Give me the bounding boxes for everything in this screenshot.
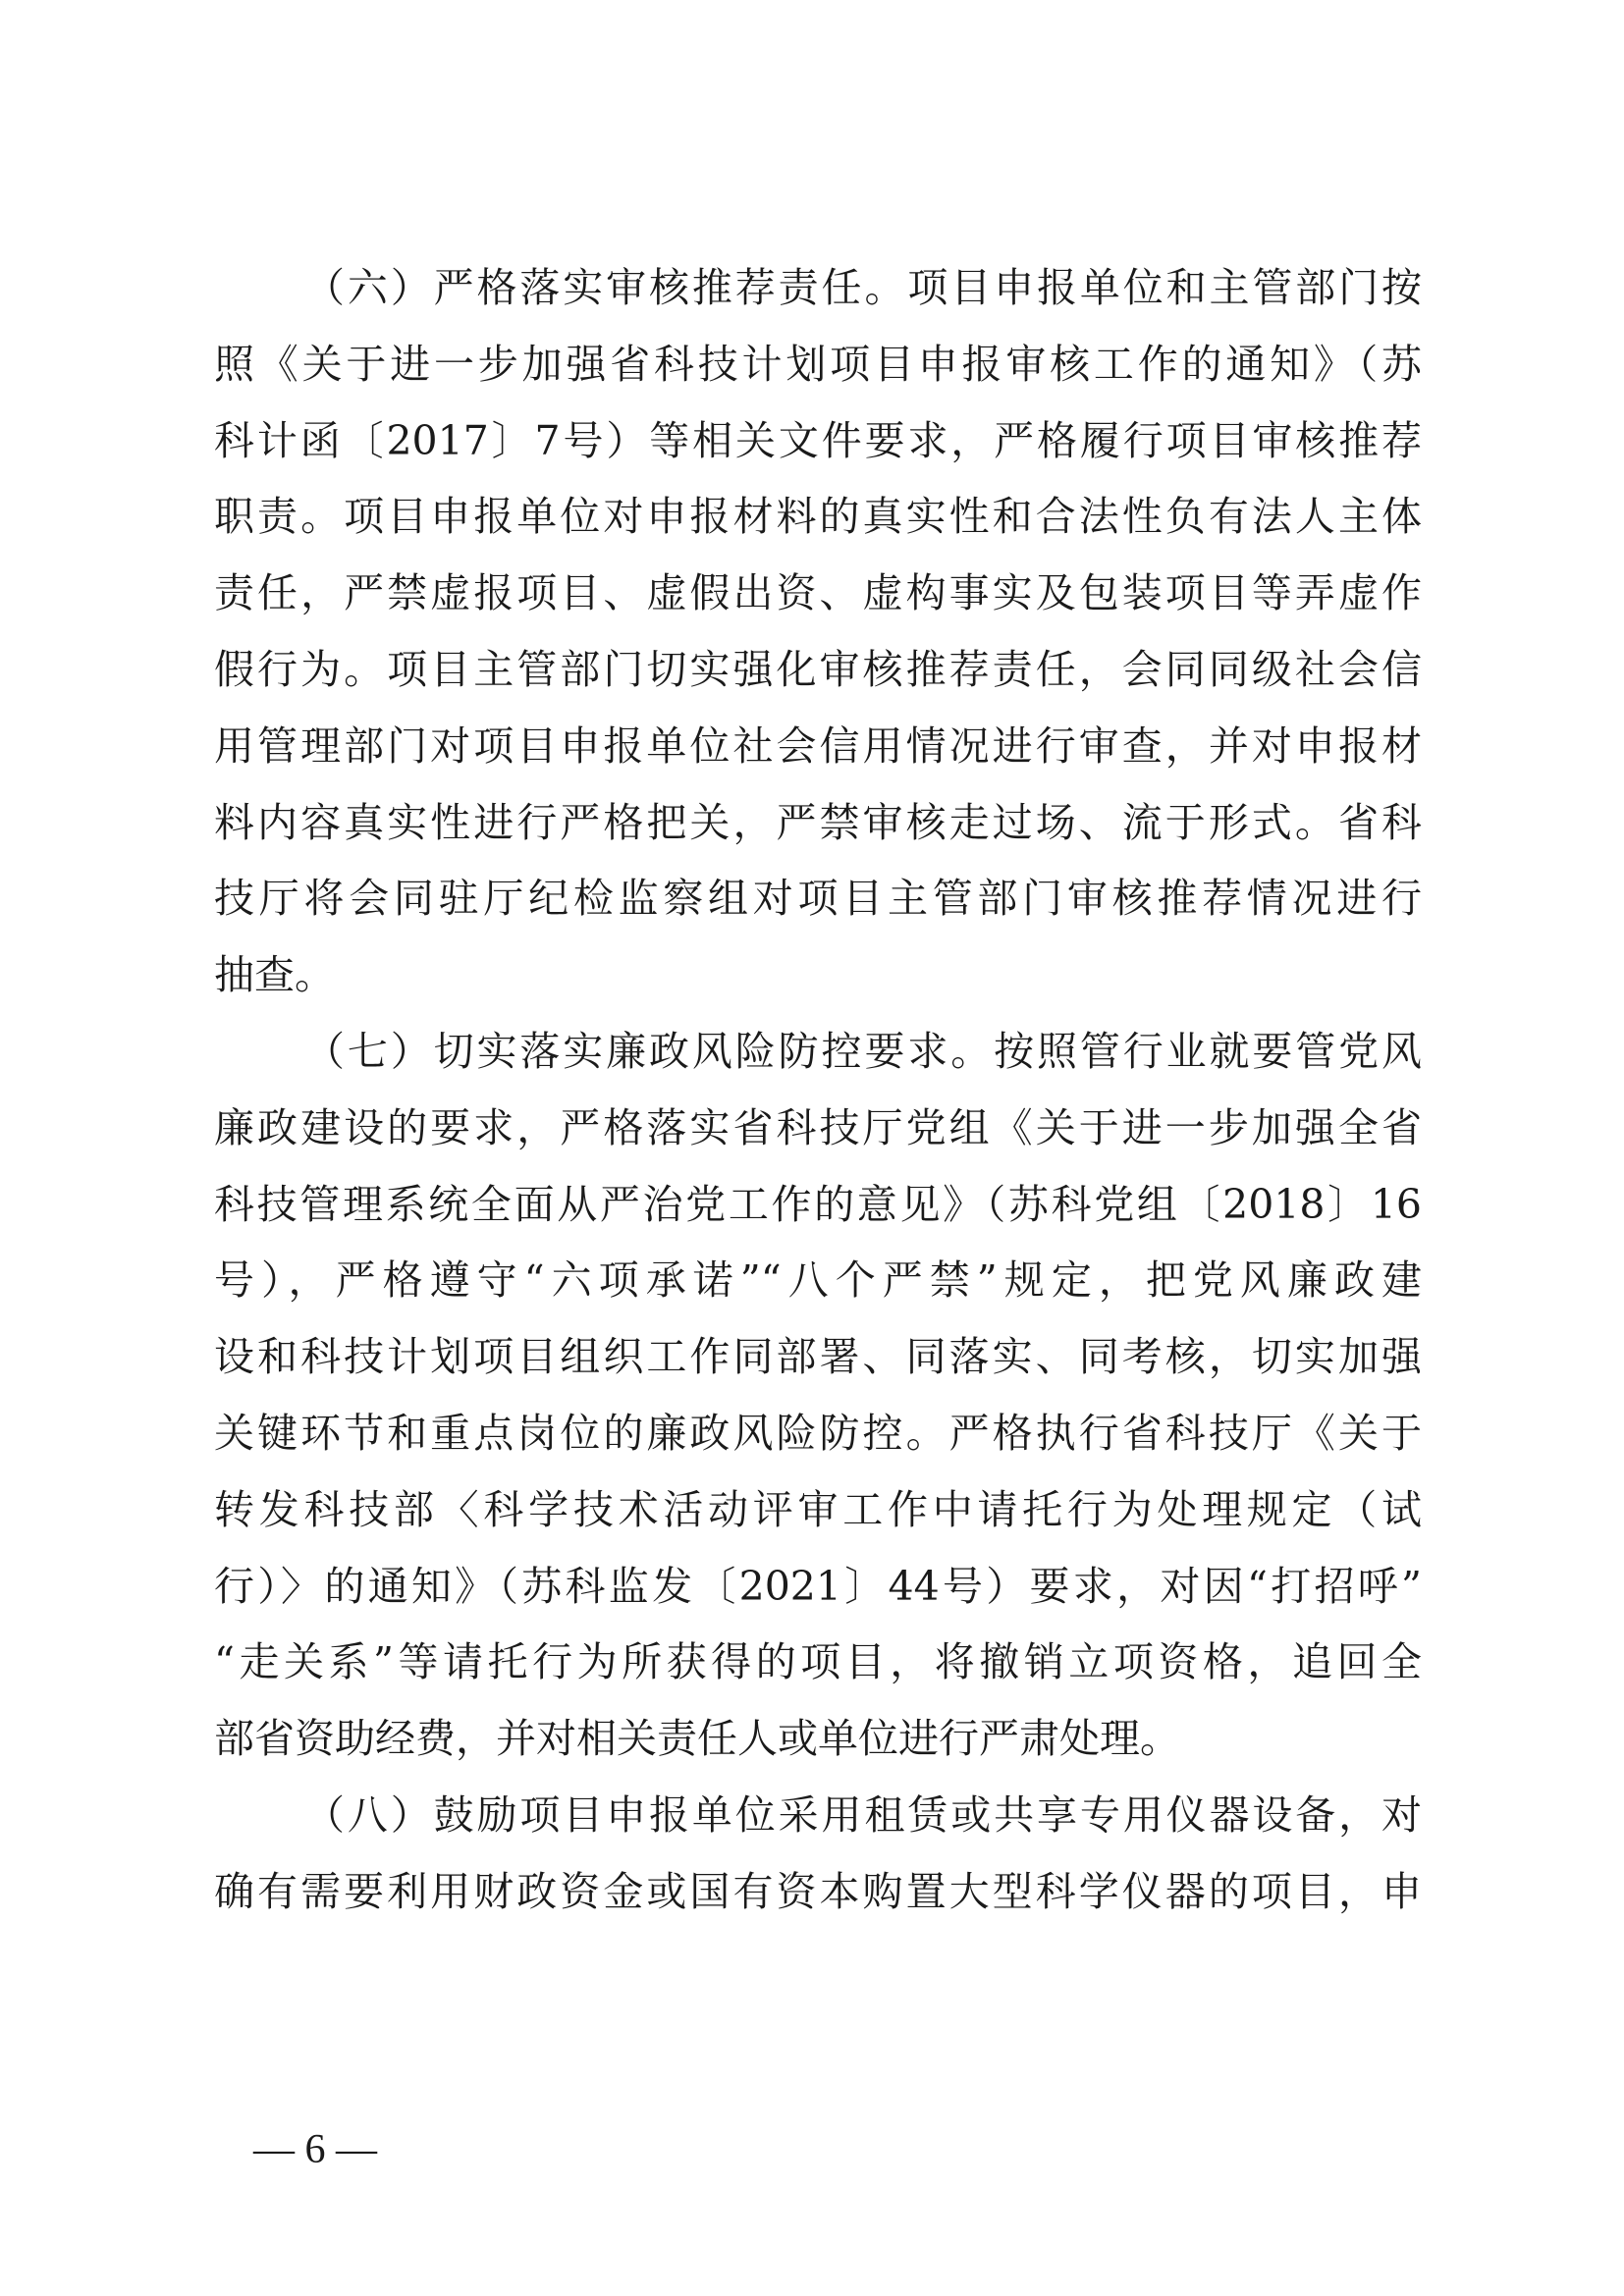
text-line: 部省资助经费，并对相关责任人或单位进行严肃处理。 <box>214 1715 1180 1763</box>
text-line: 科计函〔2017〕7号）等相关文件要求，严格履行项目审核推荐 <box>214 416 1422 464</box>
page-number: — 6 — <box>253 2127 377 2172</box>
text-line: （六）严格落实审核推荐责任。项目申报单位和主管部门按 <box>304 264 1422 311</box>
text-line: 照《关于进一步加强省科技计划项目申报审核工作的通知》（苏 <box>214 340 1422 388</box>
text-line: 关键环节和重点岗位的廉政风险防控。严格执行省科技厅《关于 <box>214 1409 1422 1457</box>
text-line: “走关系”等请托行为所获得的项目，将撤销立项资格，追回全 <box>214 1638 1422 1686</box>
text-line: 抽查。 <box>214 951 335 999</box>
text-line: 设和科技计划项目组织工作同部署、同落实、同考核，切实加强 <box>214 1333 1422 1381</box>
text-line: 号），严格遵守“六项承诺”“八个严禁”规定，把党风廉政建 <box>214 1256 1422 1305</box>
text-line: 科技管理系统全面从严治党工作的意见》（苏科党组〔2018〕16 <box>214 1180 1422 1228</box>
text-line: 职责。项目申报单位对申报材料的真实性和合法性负有法人主体 <box>214 493 1422 541</box>
text-line: 责任，严禁虚报项目、虚假出资、虚构事实及包装项目等弄虚作 <box>214 569 1422 617</box>
text-line: 假行为。项目主管部门切实强化审核推荐责任，会同同级社会信 <box>214 645 1422 693</box>
text-line: 确有需要利用财政资金或国有资本购置大型科学仪器的项目，申 <box>214 1867 1422 1915</box>
text-line: （八）鼓励项目申报单位采用租赁或共享专用仪器设备，对 <box>304 1790 1422 1839</box>
text-line: 转发科技部〈科学技术活动评审工作中请托行为处理规定（试 <box>214 1485 1422 1533</box>
text-line: 行）〉的通知》（苏科监发〔2021〕44号）要求，对因“打招呼” <box>214 1562 1422 1610</box>
text-line: 技厅将会同驻厅纪检监察组对项目主管部门审核推荐情况进行 <box>214 875 1422 923</box>
text-line: 用管理部门对项目申报单位社会信用情况进行审查，并对申报材 <box>214 721 1422 770</box>
text-line: 料内容真实性进行严格把关，严禁审核走过场、流于形式。省科 <box>214 798 1422 846</box>
body-text <box>214 250 1422 1931</box>
text-line: 廉政建设的要求，严格落实省科技厅党组《关于进一步加强全省 <box>214 1103 1422 1151</box>
text-line: （七）切实落实廉政风险防控要求。按照管行业就要管党风 <box>304 1027 1422 1075</box>
